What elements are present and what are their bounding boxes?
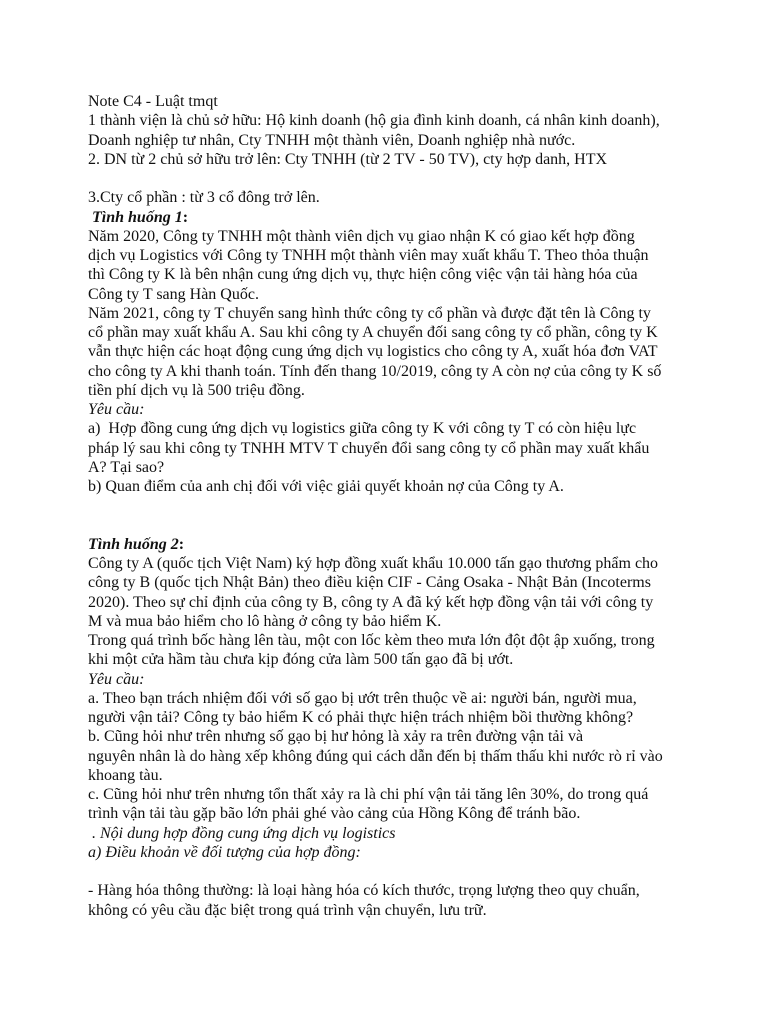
text-segment: Yêu cầu: xyxy=(88,401,145,418)
text-line xyxy=(88,631,728,650)
text-segment: a) Điều khoản về đối tượng của hợp đồng: xyxy=(88,843,361,861)
text-segment: - Hàng hóa thông thường: là loại hàng hóa có kích thước, trọng lượng theo quy chuẩn, xyxy=(88,882,640,900)
text-line xyxy=(88,573,728,592)
text-line xyxy=(88,323,728,342)
text-segment: a. Theo bạn trách nhiệm đối với số gạo bị ướt trên thuộc về ai: người bán, người mua, xyxy=(88,689,637,707)
text-line xyxy=(88,824,728,843)
text-line xyxy=(88,227,728,246)
section-heading: Tình huống 2 xyxy=(88,535,179,553)
text-segment: : xyxy=(182,208,189,226)
text-segment: Trong quá trình bốc hàng lên tàu, một con lốc kèm theo mưa lớn đột đột ập xuống, trong xyxy=(88,632,655,649)
text-line xyxy=(88,131,728,150)
text-line xyxy=(88,285,728,304)
text-segment: . Nội dung hợp đồng cung ứng dịch vụ logistics xyxy=(88,824,396,842)
text-line xyxy=(88,150,728,169)
document-body xyxy=(88,92,728,920)
text-line xyxy=(88,785,728,804)
text-line xyxy=(88,439,728,458)
text-segment: A? Tại sao? xyxy=(88,458,165,476)
text-line xyxy=(88,246,728,265)
text-line xyxy=(88,342,728,361)
text-segment: Công ty T sang Hàn Quốc. xyxy=(88,285,259,303)
text-line xyxy=(88,535,728,554)
text-line xyxy=(88,458,728,477)
text-line xyxy=(88,188,728,207)
text-line xyxy=(88,650,728,669)
text-segment: 2020). Theo sự chỉ định của công ty B, công ty A đã ký kết hợp đồng vận tải với công ty xyxy=(88,593,654,611)
text-segment: thì Công ty K là bên nhận cung ứng dịch vụ, thực hiện công việc vận tải hàng hóa của xyxy=(88,266,638,284)
text-segment: khoang tàu. xyxy=(88,766,163,784)
text-segment: cổ phần may xuất khẩu A. Sau khi công ty A chuyển đối sang công ty cổ phần, công ty K xyxy=(88,324,658,341)
text-segment: b. Cũng hỏi như trên nhưng số gạo bị hư hỏng là xảy ra trên đường vận tải và xyxy=(88,728,584,746)
text-segment: cho công ty A khi thanh toán. Tính đến thang 10/2019, công ty A còn nợ của công ty K số xyxy=(88,362,662,380)
section-heading: Tình huống 1 xyxy=(88,208,183,226)
text-segment: công ty B (quốc tịch Nhật Bản) theo điều kiện CIF - Cảng Osaka - Nhật Bản (Incoterms xyxy=(88,574,651,592)
text-segment: : xyxy=(178,535,185,553)
text-line xyxy=(88,843,728,862)
blank-line xyxy=(88,516,728,535)
text-line xyxy=(88,400,728,419)
text-segment: 2. DN từ 2 chủ sở hữu trở lên: Cty TNHH (từ 2 TV - 50 TV), cty hợp danh, HTX xyxy=(88,150,608,168)
text-segment: dịch vụ Logistics với Công ty TNHH một thành viên may xuất khẩu T. Theo thỏa thuận xyxy=(88,247,649,264)
text-line xyxy=(88,747,728,766)
text-segment: Doanh nghiệp tư nhân, Cty TNHH một thành viên, Doanh nghiệp nhà nước. xyxy=(88,131,576,149)
text-line xyxy=(88,477,728,496)
text-segment: c. Cũng hỏi như trên nhưng tổn thất xảy ra là chi phí vận tải tăng lên 30%, do trong quá xyxy=(88,786,649,803)
text-segment: pháp lý sau khi công ty TNHH MTV T chuyển đổi sang công ty cổ phần may xuất khẩu xyxy=(88,439,650,457)
blank-line xyxy=(88,496,728,515)
text-segment: 1 thành viện là chủ sở hữu: Hộ kinh doanh (hộ gia đình kinh doanh, cá nhân kinh doanh), xyxy=(88,112,660,130)
text-line xyxy=(88,554,728,573)
text-line xyxy=(88,670,728,689)
text-segment: tiền phí dịch vụ là 500 triệu đồng. xyxy=(88,381,305,399)
text-segment: vẫn thực hiện các hoạt động cung ứng dịch vụ logistics cho công ty A, xuất hóa đơn VAT xyxy=(88,343,658,361)
text-segment: người vận tải? Công ty bảo hiểm K có phải thực hiện trách nhiệm bồi thường không? xyxy=(88,709,634,726)
text-line xyxy=(88,304,728,323)
text-segment: Note C4 - Luật tmqt xyxy=(88,93,218,110)
text-line xyxy=(88,381,728,400)
text-line xyxy=(88,265,728,284)
text-segment: trình vận tải tàu gặp bão lớn phải ghé vào cảng của Hồng Kông để tránh bão. xyxy=(88,805,581,823)
text-segment: b) Quan điểm của anh chị đối với việc giải quyết khoản nợ của Công ty A. xyxy=(88,478,564,495)
text-line xyxy=(88,901,728,920)
blank-line xyxy=(88,169,728,188)
text-segment: a) Hợp đồng cung ứng dịch vụ logistics giữa công ty K với công ty T có còn hiệu lực xyxy=(88,420,637,438)
text-segment: Năm 2021, công ty T chuyển sang hình thức công ty cổ phần và được đặt tên là Công ty xyxy=(88,304,651,322)
text-line xyxy=(88,208,728,227)
text-segment: M và mua bảo hiểm cho lô hàng ở công ty bảo hiểm K. xyxy=(88,612,442,630)
text-segment: Yêu cầu: xyxy=(88,670,145,688)
text-line xyxy=(88,419,728,438)
text-segment: Công ty A (quốc tịch Việt Nam) ký hợp đồng xuất khẩu 10.000 tấn gạo thương phẩm cho xyxy=(88,555,659,572)
text-segment: khi một cửa hầm tàu chưa kịp đóng cửa làm 500 tấn gạo đã bị ướt. xyxy=(88,651,514,669)
text-segment: 3.Cty cổ phần : từ 3 cổ đông trở lên. xyxy=(88,189,320,207)
text-segment: nguyên nhân là do hàng xếp không đúng qui cách dẫn đến bị thấm thấu khi nước rò rỉ vào xyxy=(88,747,663,765)
text-line xyxy=(88,362,728,381)
text-line xyxy=(88,92,728,111)
text-line xyxy=(88,689,728,708)
text-line xyxy=(88,881,728,900)
text-line xyxy=(88,612,728,631)
text-line xyxy=(88,593,728,612)
blank-line xyxy=(88,862,728,881)
text-line xyxy=(88,766,728,785)
text-segment: Năm 2020, Công ty TNHH một thành viên dịch vụ giao nhận K có giao kết hợp đồng xyxy=(88,227,635,245)
text-line xyxy=(88,804,728,823)
text-segment: không có yêu cầu đặc biệt trong quá trình vận chuyển, lưu trữ. xyxy=(88,901,487,919)
text-line xyxy=(88,708,728,727)
text-line xyxy=(88,727,728,746)
text-line xyxy=(88,111,728,130)
